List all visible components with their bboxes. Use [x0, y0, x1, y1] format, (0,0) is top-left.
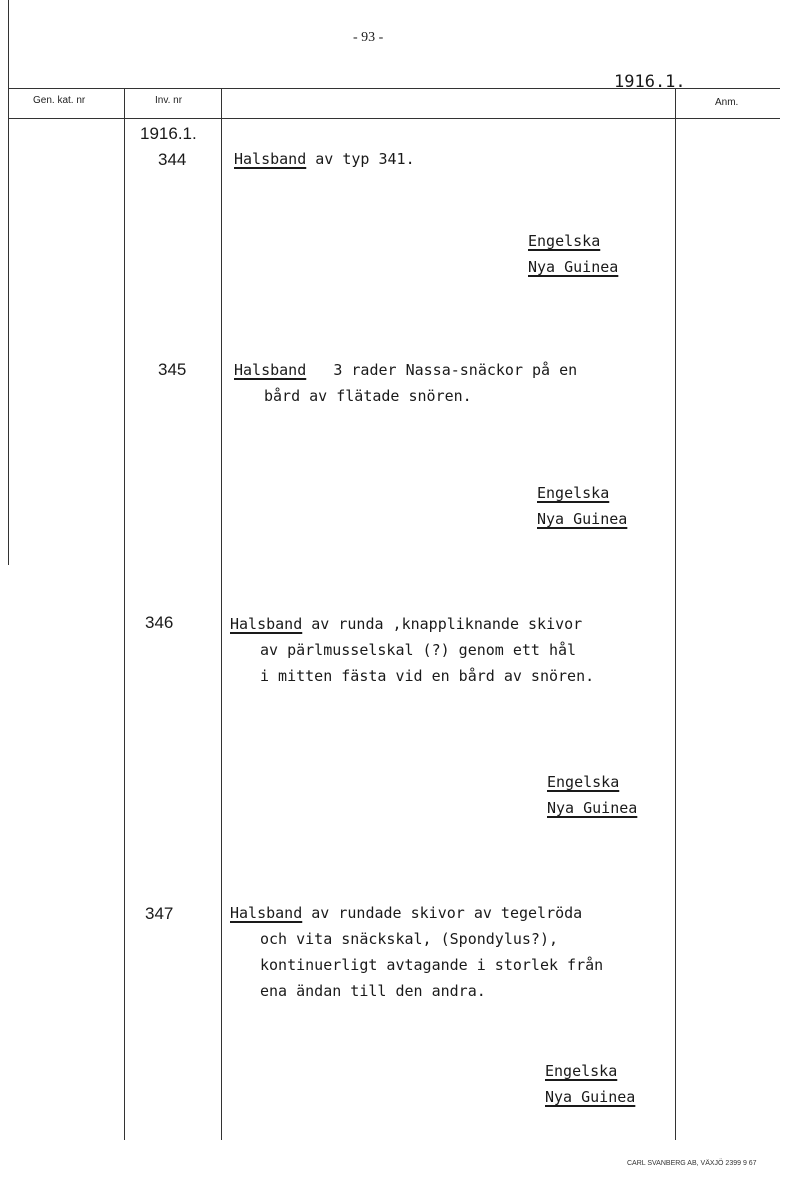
entry-line: bård av flätade snören.	[264, 387, 472, 405]
region-line: Engelska	[545, 1062, 618, 1080]
left-margin-rule	[8, 0, 9, 565]
year-inline: 1916.1.	[140, 124, 197, 143]
region-label	[528, 228, 618, 280]
entry-line: av pärlmusselskal (?) genom ett hål	[260, 641, 577, 659]
entry-line: och vita snäckskal, (Spondylus?),	[260, 930, 559, 948]
column-divider-inv-desc	[221, 88, 222, 1140]
entry-description	[230, 611, 594, 689]
column-divider-gen-inv	[124, 88, 125, 1140]
column-header-gen-kat: Gen. kat. nr	[33, 95, 86, 106]
entry-line: av runda ,knappliknande skivor	[311, 615, 583, 633]
region-label	[537, 480, 627, 532]
region-line: Engelska	[528, 232, 601, 250]
inv-number: 344	[158, 150, 187, 169]
entry-description	[234, 357, 577, 409]
region-line: Nya Guinea	[547, 799, 638, 817]
inv-number: 347	[145, 904, 174, 923]
entry-title: Halsband	[234, 361, 307, 379]
column-divider-desc-anm	[675, 88, 676, 1140]
inv-number: 345	[158, 360, 187, 379]
entry-line: kontinuerligt avtagande i storlek från	[260, 956, 604, 974]
region-line: Nya Guinea	[528, 258, 619, 276]
entry-title: Halsband	[234, 150, 307, 168]
entry-line: av rundade skivor av tegelröda	[311, 904, 583, 922]
printer-mark: CARL SVANBERG AB, VÄXJÖ 2399 9 67	[627, 1160, 757, 1167]
year-header: 1916.1.	[614, 72, 686, 92]
region-label	[547, 769, 637, 821]
column-header-inv: Inv. nr	[155, 95, 183, 106]
entry-title: Halsband	[230, 904, 303, 922]
entry-line: ena ändan till den andra.	[260, 982, 486, 1000]
region-line: Nya Guinea	[545, 1088, 636, 1106]
inv-number: 346	[145, 613, 174, 632]
entry-title: Halsband	[230, 615, 303, 633]
entry-description	[234, 146, 415, 172]
entry-description	[230, 900, 603, 1004]
region-line: Nya Guinea	[537, 510, 628, 528]
region-label	[545, 1058, 635, 1110]
entry-line: i mitten fästa vid en bård av snören.	[260, 667, 595, 685]
region-line: Engelska	[537, 484, 610, 502]
column-header-anm: Anm.	[715, 97, 739, 108]
page-number: - 93 -	[353, 30, 384, 45]
entry-line: 3 rader Nassa-snäckor på en	[333, 361, 578, 379]
region-line: Engelska	[547, 773, 620, 791]
entry-line: av typ 341.	[315, 150, 415, 168]
